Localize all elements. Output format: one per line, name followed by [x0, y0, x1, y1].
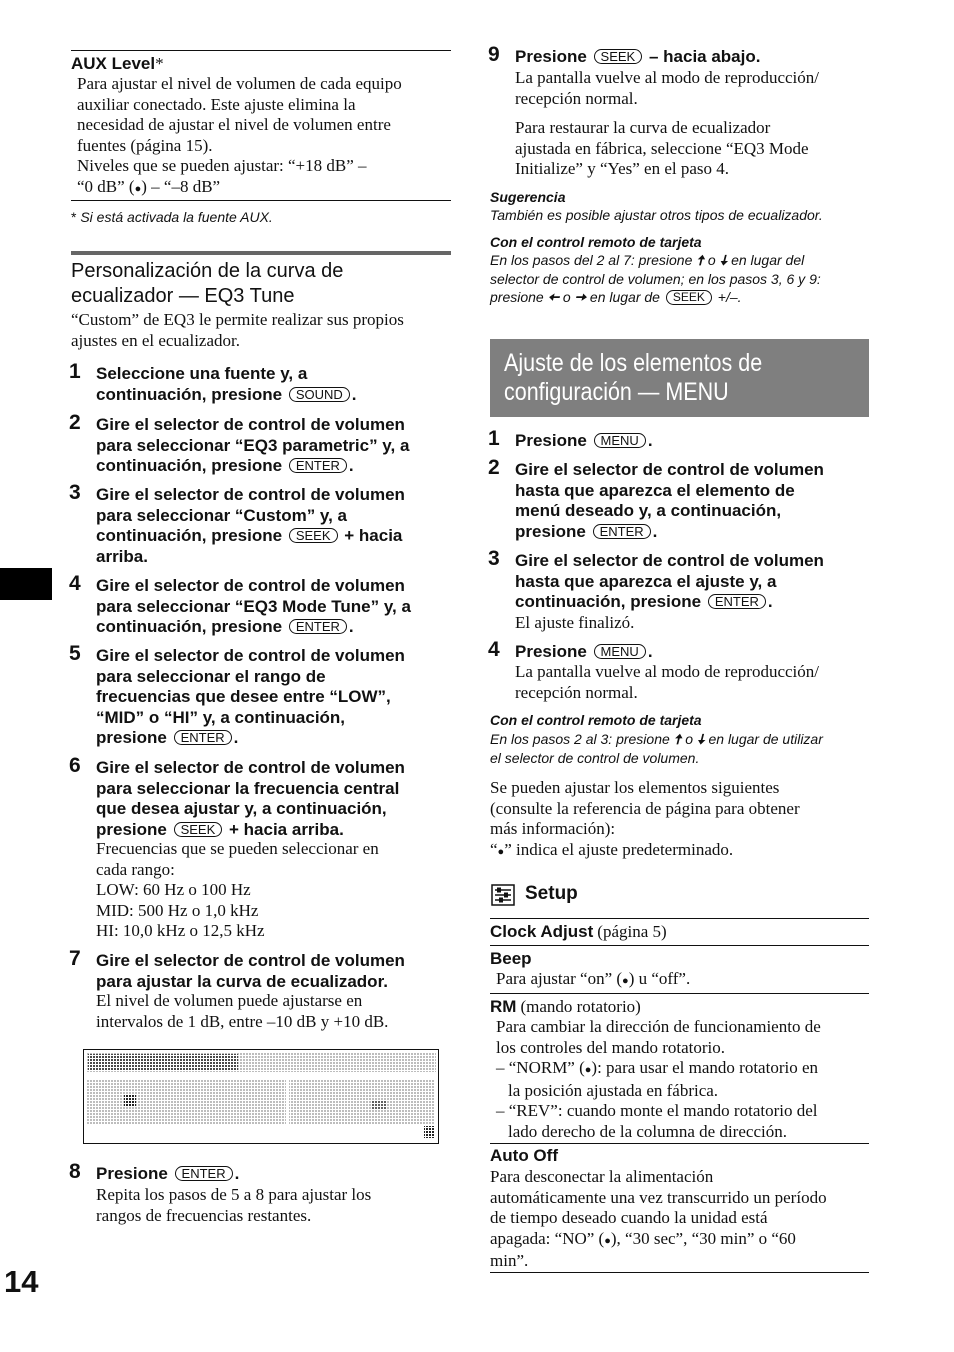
menu-step-1: Presione MENU . [515, 431, 653, 450]
menu-step-1-number: 1 [488, 427, 500, 450]
default-bullet-icon: ● [622, 975, 629, 987]
restore-eq-note: Para restaurar la curva de ecualizador ajustada en fábrica, seleccione “EQ3 Mode Initialize” y “Yes” en el paso 4. [515, 118, 809, 178]
eq3-step-9: Presione SEEK – hacia abajo. [515, 47, 761, 66]
eq3-intro: “Custom” de EQ3 le permite realizar sus propios ajustes en el ecualizador. [71, 310, 404, 350]
setup-title: Setup [525, 883, 578, 904]
menu-step-3-number: 3 [488, 547, 500, 570]
eq3-step-6-details: Frecuencias que se pueden seleccionar en cada rango: LOW: 60 Hz o 100 Hz MID: 500 Hz o 1,0 kHz HI: 10,0 kHz o 12,5 kHz [96, 839, 379, 940]
eq3-heading-bar [71, 251, 451, 255]
remote-heading: Con el control remoto de tarjeta [490, 234, 702, 250]
default-bullet-icon: ● [604, 1234, 611, 1247]
setup-auto-off: Auto Off [490, 1146, 558, 1165]
default-bullet-icon: ● [584, 1064, 592, 1076]
seek-key: SEEK [666, 290, 712, 305]
menu-step-4-details: La pantalla vuelve al modo de reproducción/ recepción normal. [515, 662, 819, 702]
tip-heading: Sugerencia [490, 189, 566, 205]
eq3-step-7-details: El nivel de volumen puede ajustarse en intervalos de 1 dB, entre –10 dB y +10 dB. [96, 991, 389, 1031]
eq3-step-4: Gire el selector de control de volumen para seleccionar “EQ3 Mode Tune” y, a continuación, presione ENTER . [96, 576, 411, 636]
enter-key: ENTER [289, 619, 347, 634]
setup-icon [491, 884, 515, 906]
menu-step-2: Gire el selector de control de volumen hasta que aparezca el elemento de menú deseado y, a continuación, presione ENTER . [515, 460, 824, 541]
eq3-step-8-details: Repita los pasos de 5 a 8 para ajustar los rangos de frecuencias restantes. [96, 1185, 372, 1225]
eq3-step-2-number: 2 [69, 411, 81, 434]
arrow-up-icon: 🠅 [696, 253, 704, 269]
enter-key: ENTER [708, 594, 766, 609]
setup-rule-2 [490, 945, 869, 946]
menu-step-3-details: El ajuste finalizó. [515, 613, 635, 632]
setup-rule-3 [490, 993, 869, 994]
eq3-step-4-number: 4 [69, 572, 81, 595]
menu-section-banner: Ajuste de los elementos de configuración — MENU [490, 339, 869, 417]
setup-rule-4 [490, 1143, 869, 1144]
eq3-step-9-details: La pantalla vuelve al modo de reproducción/ recepción normal. [515, 68, 819, 108]
eq3-step-1: Seleccione una fuente y, a continuación, presione SOUND . [96, 364, 357, 404]
setup-clock-adjust: Clock Adjust (página 5) [490, 922, 667, 941]
setup-beep: Beep [490, 949, 532, 968]
setup-beep-desc: Para ajustar “on” (●) u “off”. [496, 969, 691, 988]
menu-remote-instructions: En los pasos 2 al 3: presione 🠅 o 🠇 en lugar de utilizar el selector de control de volumen. [490, 731, 823, 766]
menu-step-4: Presione MENU . [515, 642, 653, 661]
eq3-step-6: Gire el selector de control de volumen para seleccionar la frecuencia central que desea ajustar y, a continuación, presione SEEK + hacia arriba. [96, 758, 405, 839]
sound-key: SOUND [289, 387, 350, 402]
aux-top-rule [71, 50, 451, 51]
eq3-step-5-number: 5 [69, 642, 81, 665]
setup-rule-1 [490, 918, 869, 919]
aux-footnote: * Si está activada la fuente AUX. [71, 209, 273, 225]
eq3-step-1-number: 1 [69, 360, 81, 383]
arrow-right-icon: 🠆 [574, 290, 587, 306]
arrow-left-icon: 🠄 [547, 290, 560, 306]
menu-step-2-number: 2 [488, 456, 500, 479]
eq3-step-6-number: 6 [69, 754, 81, 777]
remote-instructions: En los pasos del 2 al 7: presione 🠅 o 🠇 en lugar del selector de control de volumen; en los pasos 3, 6 y 9: presione 🠄 o 🠆 en lugar de SEEK +/–. [490, 252, 821, 306]
enter-key: ENTER [593, 524, 651, 539]
eq3-step-8: Presione ENTER . [96, 1164, 240, 1183]
lcd-display-illustration [83, 1049, 439, 1144]
setup-rule-5 [490, 1272, 869, 1273]
eq3-step-5: Gire el selector de control de volumen para seleccionar el rango de frecuencias que desee entre “LOW”, “MID” o “HI” y, a continuación, presione ENTER . [96, 646, 405, 747]
menu-step-3: Gire el selector de control de volumen hasta que aparezca el ajuste y, a continuación, presione ENTER . [515, 551, 824, 611]
enter-key: ENTER [175, 1166, 233, 1181]
menu-info: Se pueden ajustar los elementos siguientes (consulte la referencia de página para obtener más información): “●” indica el ajuste predeterminado. [490, 778, 800, 859]
eq3-step-7: Gire el selector de control de volumen para ajustar la curva de ecualizador. [96, 951, 405, 991]
eq3-step-7-number: 7 [69, 947, 81, 970]
setup-rm: RM (mando rotatorio) [490, 997, 641, 1016]
menu-key: MENU [594, 644, 646, 659]
eq3-step-2: Gire el selector de control de volumen para seleccionar “EQ3 parametric” y, a continuación, presione ENTER . [96, 415, 410, 475]
arrow-down-icon: 🠇 [719, 253, 728, 269]
eq3-step-3-number: 3 [69, 481, 81, 504]
menu-key: MENU [594, 433, 646, 448]
aux-title: AUX Level* [71, 54, 164, 73]
aux-description: Para ajustar el nivel de volumen de cada equipo auxiliar conectado. Este ajuste elimina la necesidad de ajustar el nivel de volumen entre fuentes (página 15). Niveles que se pueden ajustar: “+18 dB” – “0 dB” (●) – “–8 dB” [77, 74, 402, 196]
menu-remote-heading: Con el control remoto de tarjeta [490, 712, 702, 728]
lcd-dot-matrix [84, 1050, 438, 1143]
eq3-step-3: Gire el selector de control de volumen para seleccionar “Custom” y, a continuación, presione SEEK + hacia arriba. [96, 485, 405, 566]
default-bullet-icon: ● [497, 845, 505, 858]
eq3-heading: Personalización de la curva de ecualizador — EQ3 Tune [71, 260, 344, 307]
page-number: 14 [4, 1264, 39, 1299]
default-bullet-icon: ● [134, 182, 142, 195]
arrow-up-icon: 🠅 [673, 732, 682, 748]
eq3-step-8-number: 8 [69, 1160, 81, 1183]
setup-rm-desc: Para cambiar la dirección de funcionamiento de los controles del mando rotatorio. – “NORM” (●): para usar el mando rotatorio en la posición ajustada en fábrica. – “REV”: cuando monte el mando rotatorio del lado derecho de la columna de dirección. [496, 1017, 821, 1141]
arrow-down-icon: 🠇 [696, 732, 705, 748]
tip-text: También es posible ajustar otros tipos de ecualizador. [490, 207, 823, 223]
aux-bottom-rule [71, 200, 451, 201]
menu-step-4-number: 4 [488, 638, 500, 661]
enter-key: ENTER [289, 458, 347, 473]
seek-key: SEEK [594, 49, 643, 64]
section-tab [0, 568, 52, 600]
eq3-step-9-number: 9 [488, 43, 500, 66]
seek-key: SEEK [174, 822, 223, 837]
seek-key: SEEK [289, 528, 338, 543]
enter-key: ENTER [174, 730, 232, 745]
setup-auto-off-desc: Para desconectar la alimentación automáticamente una vez transcurrido un período de tiempo deseado cuando la unidad está apagada: “NO” (●), “30 sec”, “30 min” o “60 min”. [490, 1167, 827, 1270]
